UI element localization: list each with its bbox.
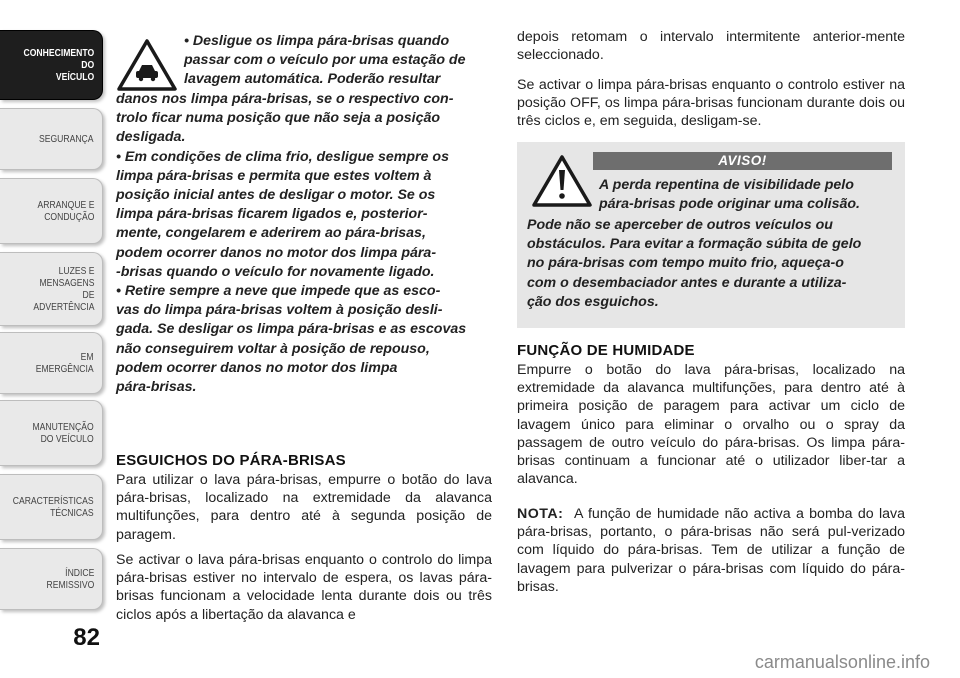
aviso-title: AVISO! — [593, 152, 892, 170]
watermark: carmanualsonline.info — [754, 652, 930, 672]
paragraph: Para utilizar o lava pára-brisas, empurre o botão do lava pára-brisas, localizado na extremidade da alavanca multifunções, para dentro até à segunda posição de paragem. — [116, 472, 492, 543]
warning-line: gada. Se desligar os limpa pára-brisas e as escovas — [116, 321, 467, 338]
aviso-line: ção dos esguichos. — [527, 293, 659, 310]
tab-em-emergencia[interactable] — [0, 332, 103, 394]
tab-seguranca[interactable] — [0, 108, 103, 170]
tab-label: CARACTERÍSTICAS TÉCNICAS — [13, 495, 94, 519]
warning-line: desligada. — [116, 129, 186, 146]
tab-label: SEGURANÇA — [39, 133, 94, 145]
warning-line: trolo ficar numa posição que não seja a posição — [116, 110, 441, 127]
tab-caracteristicas-tecnicas[interactable] — [0, 474, 103, 540]
warning-line: pára-brisas. — [116, 379, 197, 396]
nota-label: NOTA: — [517, 506, 564, 522]
tab-label: EM EMERGÊNCIA — [36, 351, 94, 375]
paragraph: depois retomam o intervalo intermitente anterior-mente seleccionado. — [517, 29, 905, 64]
warning-line: -brisas quando o veículo for novamente ligado. — [116, 263, 435, 280]
warning-line: lavagem automática. Poderão resultar — [184, 71, 441, 88]
warning-line: vas do limpa pára-brisas voltem à posição desli- — [116, 302, 443, 319]
tab-arranque-e-conducao[interactable] — [0, 178, 103, 244]
warning-line: • Retire sempre a neve que impede que as esco- — [116, 283, 441, 300]
warning-line: não conseguirem voltar à posição de repouso, — [116, 340, 430, 357]
tab-label: CONHECIMENTO DO VEÍCULO — [23, 47, 94, 83]
section-heading-esguichos: ESGUICHOS DO PÁRA-BRISAS — [116, 452, 346, 469]
warning-line: danos nos limpa pára-brisas, se o respectivo con- — [116, 91, 454, 107]
tab-manutencao-do-veiculo[interactable] — [0, 400, 103, 466]
exclamation-warning-icon — [531, 154, 593, 208]
section-heading-humidade: FUNÇÃO DE HUMIDADE — [517, 342, 695, 359]
tab-label: MANUTENÇÃO DO VEÍCULO — [32, 421, 94, 445]
nota-paragraph — [517, 505, 905, 596]
tab-luzes-e-mensagens[interactable] — [0, 252, 103, 326]
aviso-line: A perda repentina de visibilidade pelo — [599, 177, 854, 193]
tab-label: ÍNDICE REMISSIVO — [46, 567, 94, 591]
paragraph: Se activar o lava pára-brisas enquanto o controlo do limpa pára-brisas estiver no intervalo de espera, os lavas pára-brisas funcionam a velocidade lenta durante dois ou três ciclos após a libertação da alavanca e — [116, 552, 492, 623]
warning-line: podem ocorrer danos no motor dos limpa pára- — [116, 244, 437, 261]
page-number: 82 — [73, 624, 100, 651]
tab-indice-remissivo[interactable] — [0, 548, 103, 610]
aviso-line: pára-brisas pode originar uma colisão. — [599, 196, 860, 213]
aviso-line: obstáculos. Para evitar a formação súbita de gelo — [527, 236, 862, 253]
warning-line: limpa pára-brisas ficarem ligados e, posterior- — [116, 206, 428, 223]
warning-line: limpa pára-brisas e permita que estes voltem à — [116, 167, 432, 184]
tab-label: ARRANQUE E CONDUÇÃO — [37, 199, 94, 223]
aviso-line: com o desembaciador antes e durante a utiliza- — [527, 274, 847, 291]
aviso-warning-box — [517, 142, 905, 328]
aviso-line: Pode não se aperceber de outros veículos ou — [527, 217, 833, 233]
paragraph: Empurre o botão do lava pára-brisas, localizado na extremidade da alavanca multifunções, para dentro até à primeira posição de paragem para activar um ciclo de lavagem único para eliminar o orvalho ou o spray da passagem de outro veículo do pára-brisas. Os limpa pára-brisas continuam a funcionar até o utilizador liber-tar a alavanca. — [517, 362, 905, 488]
warning-line: • Desligue os limpa pára-brisas quando — [184, 33, 450, 49]
warning-line: passar com o veículo por uma estação de — [184, 52, 466, 69]
warning-line: mente, congelarem e aderirem ao pára-brisas, — [116, 225, 426, 242]
tab-conhecimento-do-veiculo[interactable] — [0, 30, 103, 100]
paragraph: Se activar o limpa pára-brisas enquanto o controlo estiver na posição OFF, os limpa pára-brisas funcionam durante dois ou três ciclos e, em seguida, desligam-se. — [517, 77, 905, 130]
warning-line: posição inicial antes de desligar o motor. Se os — [116, 187, 436, 204]
tab-label: LUZES E MENSAGENS DE ADVERTÊNCIA — [32, 265, 94, 313]
car-warning-icon — [116, 38, 178, 92]
chapter-sidebar — [0, 0, 103, 678]
nota-text: A função de humidade não activa a bomba do lava pára-brisas, portanto, o pára-brisas não será pul-verizado com líquido do pára-brisas. Tem de utilizar a função de lavagem para pulverizar o pára-brisas com líquido do pára-brisas. — [517, 506, 905, 595]
aviso-line: no pára-brisas com tempo muito frio, aqueça-o — [527, 255, 844, 272]
warning-line: • Em condições de clima frio, desligue sempre os — [116, 148, 449, 165]
warning-line: podem ocorrer danos no motor dos limpa — [116, 359, 398, 376]
